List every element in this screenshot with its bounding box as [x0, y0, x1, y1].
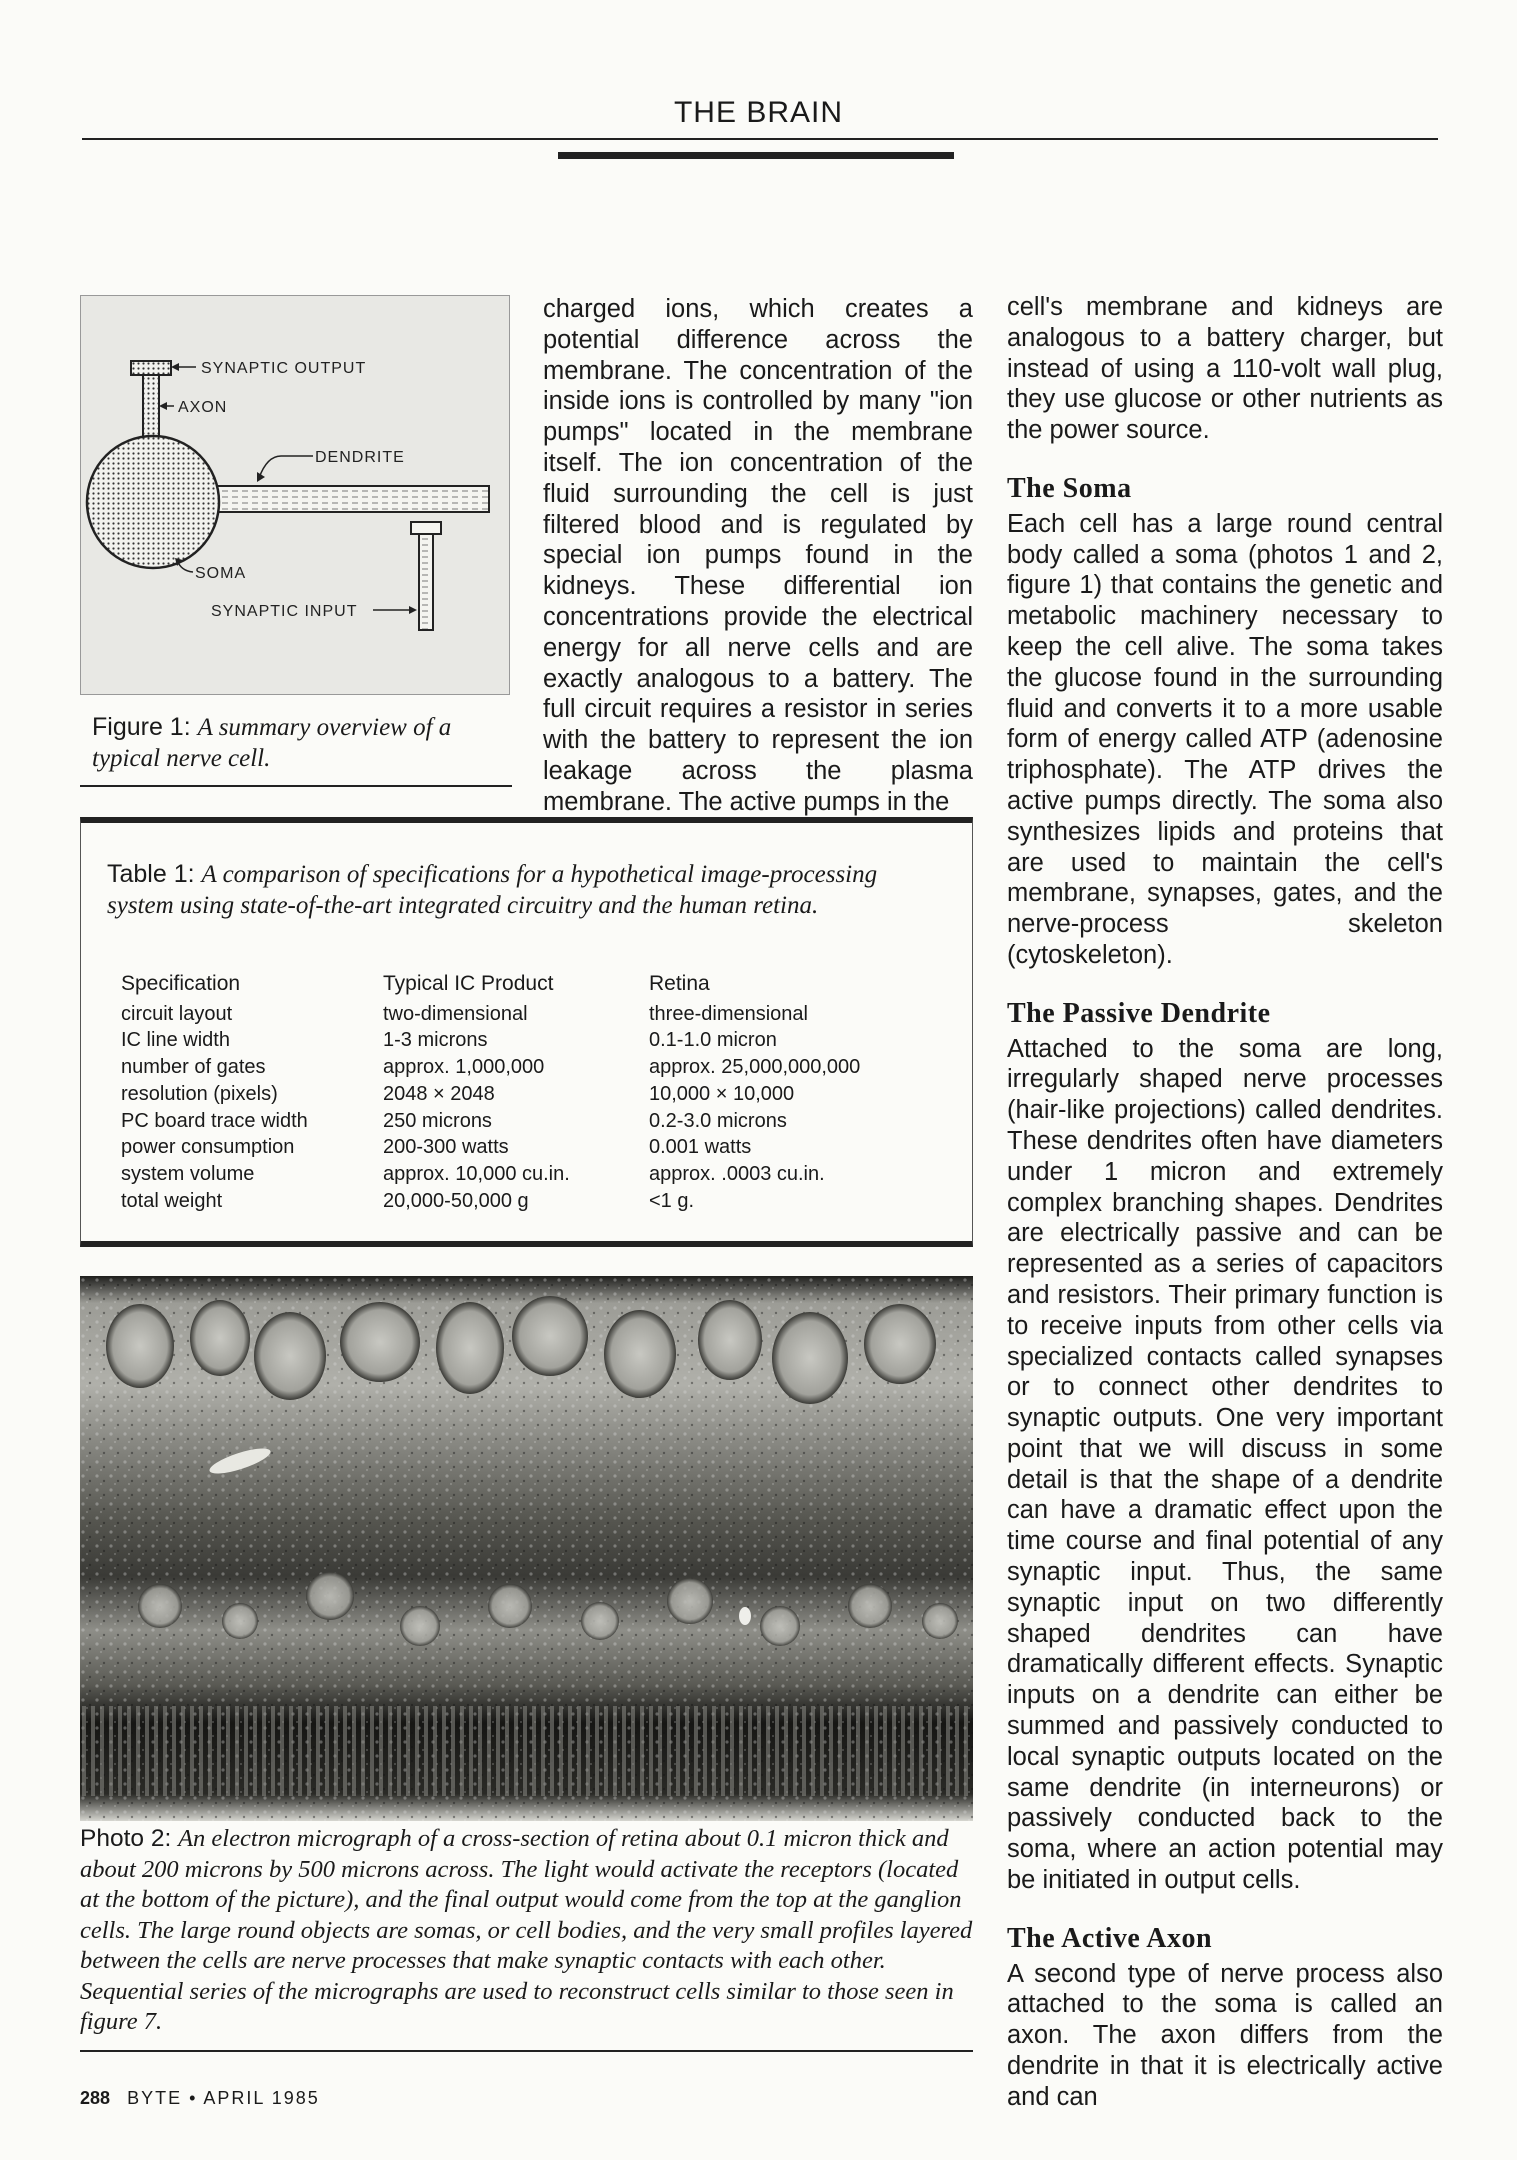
- header-bar: [558, 152, 954, 159]
- table-cell: number of gates: [121, 1056, 266, 1079]
- table-cell: total weight: [121, 1189, 223, 1212]
- table-cell: <1 g.: [649, 1189, 695, 1212]
- figure-1-caption: [92, 712, 512, 774]
- table-1-label: Table 1:: [107, 860, 195, 888]
- table-cell: 0.2-3.0 microns: [649, 1109, 787, 1132]
- table-cell: three-dimensional: [649, 1002, 808, 1025]
- page-footer: [80, 2088, 320, 2109]
- publication-line: BYTE • APRIL 1985: [127, 2088, 320, 2108]
- table-cell: 200-300 watts: [383, 1136, 509, 1159]
- section-heading-active-axon: The Active Axon: [1007, 1922, 1213, 1954]
- retina-micrograph-photo: [80, 1276, 973, 1821]
- table-1-caption: [107, 859, 947, 921]
- section-text-active-axon: A second type of nerve process also attached to the soma is called an axon. The axon differs from the dendrite in that it is electrically active and can: [1007, 1959, 1443, 2111]
- page-number: 288: [80, 2088, 111, 2108]
- table-cell: 2048 × 2048: [383, 1082, 495, 1105]
- figure-1-text: A summary overview of a typical nerve cell.: [92, 714, 452, 772]
- table-cell: 20,000-50,000 g: [383, 1189, 529, 1212]
- table-column-ic-product: [383, 971, 570, 1214]
- table-cell: PC board trace width: [121, 1109, 308, 1132]
- figure-1-diagram: [80, 295, 510, 695]
- table-header: Typical IC Product: [383, 972, 554, 995]
- table-cell: circuit layout: [121, 1002, 233, 1025]
- table-cell: approx. 1,000,000: [383, 1056, 545, 1079]
- micrograph-image: [80, 1276, 973, 1821]
- table-cell: approx. .0003 cu.in.: [649, 1162, 825, 1185]
- table-cell: 0.001 watts: [649, 1136, 752, 1159]
- table-header: Specification: [121, 972, 241, 995]
- label-soma: SOMA: [195, 565, 247, 582]
- table-cell: power consumption: [121, 1136, 295, 1159]
- synaptic-output-terminal: [131, 361, 171, 375]
- label-dendrite: DENDRITE: [315, 449, 405, 466]
- table-cell: 1-3 microns: [383, 1029, 488, 1052]
- photo-2-text: An electron micrograph of a cross-section of retina about 0.1 micron thick and about 200 microns by 500 microns across. The light would activate the receptors (located at the bottom of the picture), and the final output would come from the top at the ganglion cells. The large round objects are somas, or cell bodies, and the very small profiles layered between the cells are nerve processes that make synaptic contacts with each other. Sequential series of the micrographs are used to reconstruct cells similar to those seen in figure 7.: [80, 1825, 973, 2035]
- section-heading-passive-dendrite: The Passive Dendrite: [1007, 997, 1271, 1029]
- photo-2-rule: [80, 2050, 973, 2052]
- section-text-soma: Each cell has a large round central body called a soma (photos 1 and 2, figure 1) that contains the genetic and metabolic machinery necessary to keep the cell alive. The soma takes the glucose found in the surrounding fluid and converts it to a more usable form of energy called ATP (adenosine triphosphate). The ATP drives the active pumps directly. The soma also synthesizes lipids and proteins that are used to maintain the cell's membrane, synapses, gates, and the nerve-process skeleton (cytoskeleton).: [1007, 509, 1443, 969]
- figure-1-rule: [80, 785, 512, 787]
- table-cell: system volume: [121, 1162, 255, 1185]
- middle-column-text: [543, 294, 973, 818]
- section-heading-soma: The Soma: [1007, 472, 1132, 504]
- label-axon: AXON: [178, 399, 228, 416]
- table-header: Retina: [649, 972, 710, 995]
- table-cell: approx. 10,000 cu.in.: [383, 1162, 570, 1185]
- label-synaptic-output: SYNAPTIC OUTPUT: [201, 360, 367, 377]
- nerve-cell-diagram: [81, 296, 509, 694]
- photo-2-caption: [80, 1824, 973, 2038]
- table-cell: 250 microns: [383, 1109, 492, 1132]
- figure-1-label: Figure 1:: [92, 713, 191, 741]
- right-column-text: [1007, 292, 1443, 2113]
- input-process: [419, 534, 433, 630]
- dendrite-shape: [201, 486, 489, 512]
- table-cell: resolution (pixels): [121, 1082, 278, 1105]
- middle-paragraph: charged ions, which creates a potential difference across the membrane. The concentration of the inside ions is controlled by many "ion pumps" located in the membrane itself. The ion concentration of the fluid surrounding the cell is just filtered blood and is regulated by special ion pumps found in the kidneys. These differential ion concentrations provide the electrical energy for all nerve cells and are exactly analogous to a battery. The full circuit requires a resistor in series with the battery to represent the ion leakage across the plasma membrane. The active pumps in the: [543, 295, 973, 816]
- table-1-text: A comparison of specifications for a hypothetical image-processing system using state-of-the-art integrated circuitry and the human retina.: [107, 861, 878, 919]
- synaptic-input-terminal: [411, 522, 441, 534]
- table-cell: 10,000 × 10,000: [649, 1082, 795, 1105]
- label-synaptic-input: SYNAPTIC INPUT: [211, 603, 358, 620]
- table-cell: approx. 25,000,000,000: [649, 1056, 861, 1079]
- table-column-retina: [649, 971, 860, 1214]
- header-rule: [82, 138, 1438, 140]
- table-cell: IC line width: [121, 1029, 230, 1052]
- table-cell: two-dimensional: [383, 1002, 528, 1025]
- section-text-passive-dendrite: Attached to the soma are long, irregularly shaped nerve processes (hair-like projections) called dendrites. These dendrites often have diameters under 1 micron and extremely complex branching shapes. Dendrites are electrically passive and can be represented as a series of capacitors and resistors. Their primary function is to receive inputs from other cells via specialized contacts called synapses or to connect other dendrites to synaptic outputs. One very important point that we will discuss in some detail is that the shape of a dendrite can have a dramatic effect upon the time course and final potential of any synaptic input. Thus, the same synaptic input on two differently shaped dendrites can have dramatically different effects. Synaptic inputs on a dendrite can either be summed and passively conducted to local synaptic outputs located on the same dendrite (in interneurons) or passively conducted back to the soma, where an action potential may be initiated in output cells.: [1007, 1034, 1443, 1895]
- table-1: [80, 817, 973, 1247]
- soma-shape: [87, 436, 219, 568]
- photo-2-label: Photo 2:: [80, 1825, 172, 1852]
- table-cell: 0.1-1.0 micron: [649, 1029, 777, 1052]
- running-header: THE BRAIN: [673, 96, 844, 129]
- right-intro-paragraph: cell's membrane and kidneys are analogous to a battery charger, but instead of using a 110-volt wall plug, they use glucose or other nutrients as the power source.: [1007, 293, 1443, 445]
- table-column-specification: [121, 971, 308, 1214]
